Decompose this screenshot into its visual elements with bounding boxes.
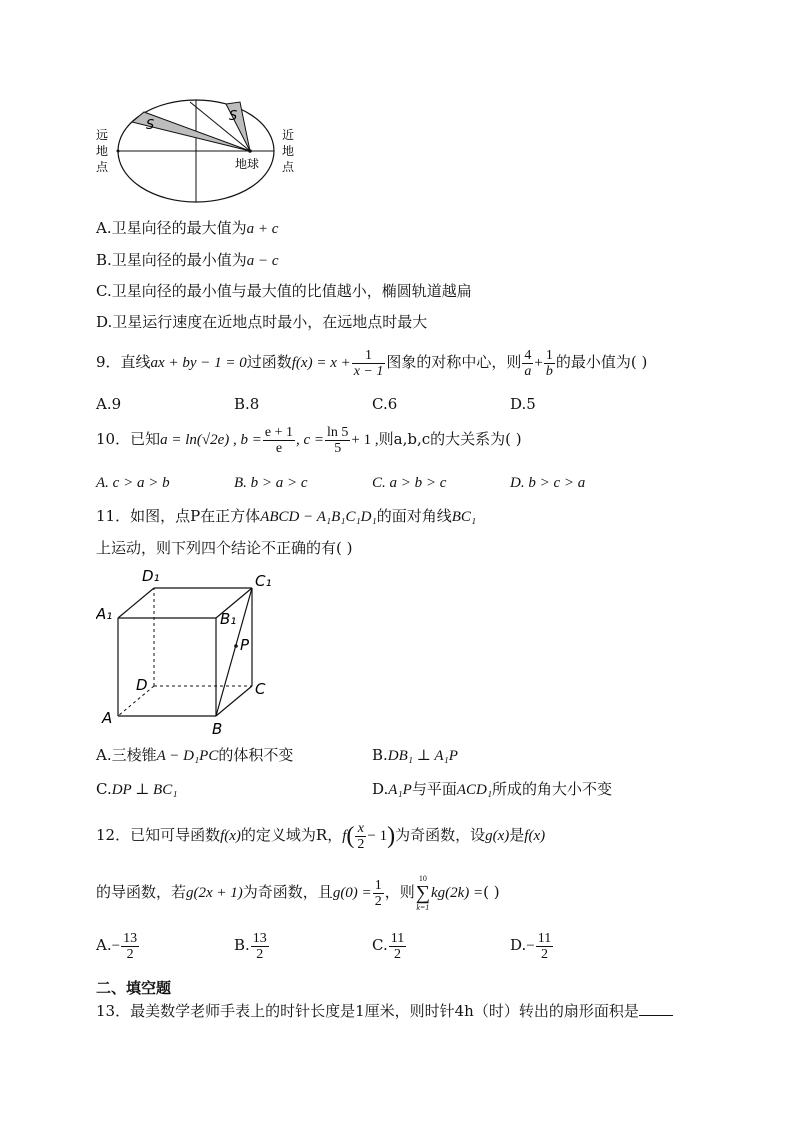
earth-point	[248, 149, 252, 153]
q12-option-d-fraction: $\frac{11}{2}$	[537, 930, 552, 962]
edge-a1-d1	[118, 588, 154, 618]
q12-option-a: A.− $\frac{13}{2}$	[96, 930, 138, 962]
q8-option-d: D.卫星运行速度在近地点时最小，在远地点时最大	[96, 313, 428, 331]
q9-option-b: B.8	[234, 395, 260, 413]
q10-fraction-b: $\frac{e + 1}{e}$	[264, 424, 293, 456]
q9-stem: 9．直线ax + by − 1 = 0过函数f(x) = x + $\frac{1}{x - 1}$ 图象的对称中心，则 $\frac{4}{a}$ + $\frac{1}{b}$ 的最小值为( )	[96, 347, 648, 379]
q13-answer-blank[interactable]	[639, 1001, 673, 1016]
sector-label-left: S	[146, 118, 155, 133]
q10-option-b: B. b > a > c	[234, 475, 308, 491]
q12-option-b: B. $\frac{13}{2}$	[234, 930, 267, 962]
q11-option-c: C.DP ⊥ BC₁	[96, 780, 178, 798]
label-c1: C₁	[255, 572, 272, 590]
section-title-fill-in: 二、填空题	[96, 979, 172, 997]
label-a: A	[102, 709, 113, 727]
q13-stem: 13．最美数学老师手表上的时针长度是1厘米，则时针4h（时）转出的扇形面积是	[96, 1000, 673, 1022]
label-b1: B₁	[220, 610, 237, 628]
cube-figure	[96, 566, 286, 738]
q9-option-c: C.6	[372, 395, 398, 413]
far-label-1: 远	[96, 128, 109, 142]
q10-stem: 10．已知a = ln(√2e) , b = $\frac{e + 1}{e}$ , c = $\frac{\ln 5}{5}$ + 1 ,则a,b,c的大关系为( )	[96, 424, 522, 456]
q11-stem-line1: 11．如图，点P在正方体ABCD − A₁B₁C₁D₁的面对角线BC₁	[96, 507, 477, 525]
near-label-1: 近	[282, 128, 295, 142]
q11-option-a: A.三棱锥A − D₁PC的体积不变	[96, 746, 294, 764]
q10-option-d: D. b > c > a	[510, 475, 586, 491]
q9-option-a: A.9	[96, 395, 122, 413]
label-d1: D₁	[142, 567, 160, 585]
q11-option-d: D.A₁P与平面ACD₁所成的角大小不变	[372, 780, 613, 798]
q10-option-a: A. c > a > b	[96, 475, 170, 491]
label-d: D	[136, 676, 148, 694]
q9-option-d: D.5	[510, 395, 536, 413]
q12-option-c: C. $\frac{11}{2}$	[372, 930, 405, 962]
label-a1: A₁	[96, 605, 113, 623]
q8-option-a: A.卫星向径的最大值为a + c	[96, 219, 279, 237]
near-label-3: 点	[282, 160, 295, 174]
q12-option-a-fraction: $\frac{13}{2}$	[123, 930, 138, 962]
q10-option-c: C. a > b > c	[372, 475, 447, 491]
label-b: B	[212, 720, 223, 738]
edge-b-c	[216, 686, 252, 716]
near-label-2: 地	[282, 144, 295, 158]
q12-summation: 10 ∑ k=1	[415, 874, 430, 912]
sector-label-right: S	[229, 109, 238, 124]
q9-fraction-1: $\frac{1}{x - 1}$	[353, 347, 384, 379]
q10-fraction-c: $\frac{\ln 5}{5}$	[327, 424, 349, 456]
q12-option-c-fraction: $\frac{11}{2}$	[390, 930, 405, 962]
q12-stem-line2: 的导函数，若g(2x + 1)为奇函数，且g(0) = $\frac{1}{2}$ ，则 10 ∑ k=1 kg(2k) =( )	[96, 874, 500, 912]
far-label-2: 地	[96, 144, 109, 158]
earth-label: 地球	[235, 157, 260, 171]
q8-option-c: C.卫星向径的最小值与最大值的比值越小，椭圆轨道越扁	[96, 282, 472, 300]
q9-fraction-3: $\frac{1}{b}$	[545, 347, 553, 379]
q11-stem-line2: 上运动，则下列四个结论不正确的有( )	[96, 539, 353, 557]
ellipse-orbit-figure	[90, 92, 310, 208]
far-label-3: 点	[96, 160, 109, 174]
q11-option-b: B.DB₁ ⊥ A₁P	[372, 746, 458, 764]
q12-fraction-half: $\frac{1}{2}$	[374, 877, 382, 909]
q9-fraction-2: $\frac{4}{a}$	[524, 347, 532, 379]
q12-option-d: D.− $\frac{11}{2}$	[510, 930, 552, 962]
q12-stem-line1: 12．已知可导函数f(x)的定义域为R，f( $\frac{x}{2}$ − 1)为奇函数，设g(x)是f(x)	[96, 820, 546, 852]
q8-option-b: B.卫星向径的最小值为a − c	[96, 251, 279, 269]
point-p	[234, 644, 238, 648]
far-point	[117, 150, 120, 153]
q12-fraction-x-over-2: $\frac{x}{2}$	[357, 820, 365, 852]
label-c: C	[255, 680, 266, 698]
label-p: P	[240, 636, 250, 654]
q12-option-b-fraction: $\frac{13}{2}$	[252, 930, 267, 962]
